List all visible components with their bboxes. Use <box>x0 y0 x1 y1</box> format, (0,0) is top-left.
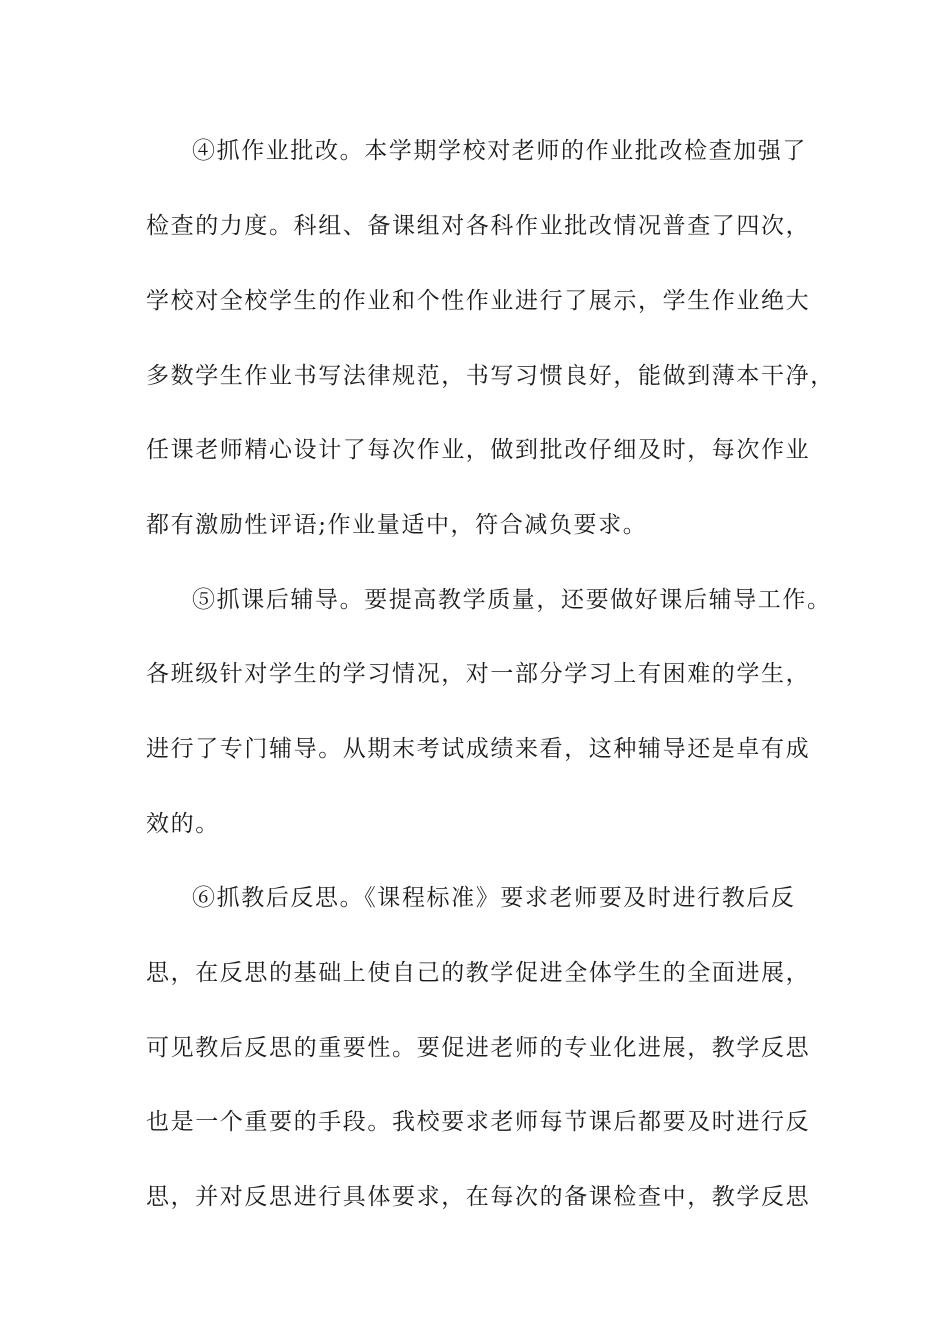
paragraph-4-line-3: 学校对全校学生的作业和个性作业进行了展示，学生作业绝大 <box>146 288 811 314</box>
paragraph-5-line-4: 效的。 <box>146 811 220 837</box>
paragraph-5-line-1: ⑤抓课后辅导。要提高教学质量，还要做好课后辅导工作。 <box>192 587 832 613</box>
paragraph-4-line-2: 检查的力度。科组、备课组对各科作业批改情况普查了四次， <box>146 213 811 239</box>
paragraph-6-line-2: 思，在反思的基础上使自己的教学促进全体学生的全面进展， <box>146 960 811 986</box>
paragraph-4-line-6: 都有激励性评语;作业量适中，符合减负要求。 <box>146 512 648 538</box>
paragraph-6-line-1: ⑥抓教后反思。《课程标准》要求老师要及时进行教后反 <box>192 885 796 911</box>
paragraph-6-line-5: 思，并对反思进行具体要求，在每次的备课检查中，教学反思 <box>146 1184 811 1210</box>
paragraph-5-line-3: 进行了专门辅导。从期末考试成绩来看，这种辅导还是卓有成 <box>146 736 811 762</box>
paragraph-6-line-3: 可见教后反思的重要性。要促进老师的专业化进展，教学反思 <box>146 1035 811 1061</box>
paragraph-4-line-5: 任课老师精心设计了每次作业，做到批改仔细及时，每次作业 <box>146 437 811 463</box>
paragraph-5-line-2: 各班级针对学生的学习情况，对一部分学习上有困难的学生， <box>146 661 811 687</box>
paragraph-4-line-1: ④抓作业批改。本学期学校对老师的作业批改检查加强了 <box>192 138 807 164</box>
paragraph-4-line-4: 多数学生作业书写法律规范，书写习惯良好，能做到薄本干净， <box>146 363 835 389</box>
paragraph-6-line-4: 也是一个重要的手段。我校要求老师每节课后都要及时进行反 <box>146 1109 811 1135</box>
